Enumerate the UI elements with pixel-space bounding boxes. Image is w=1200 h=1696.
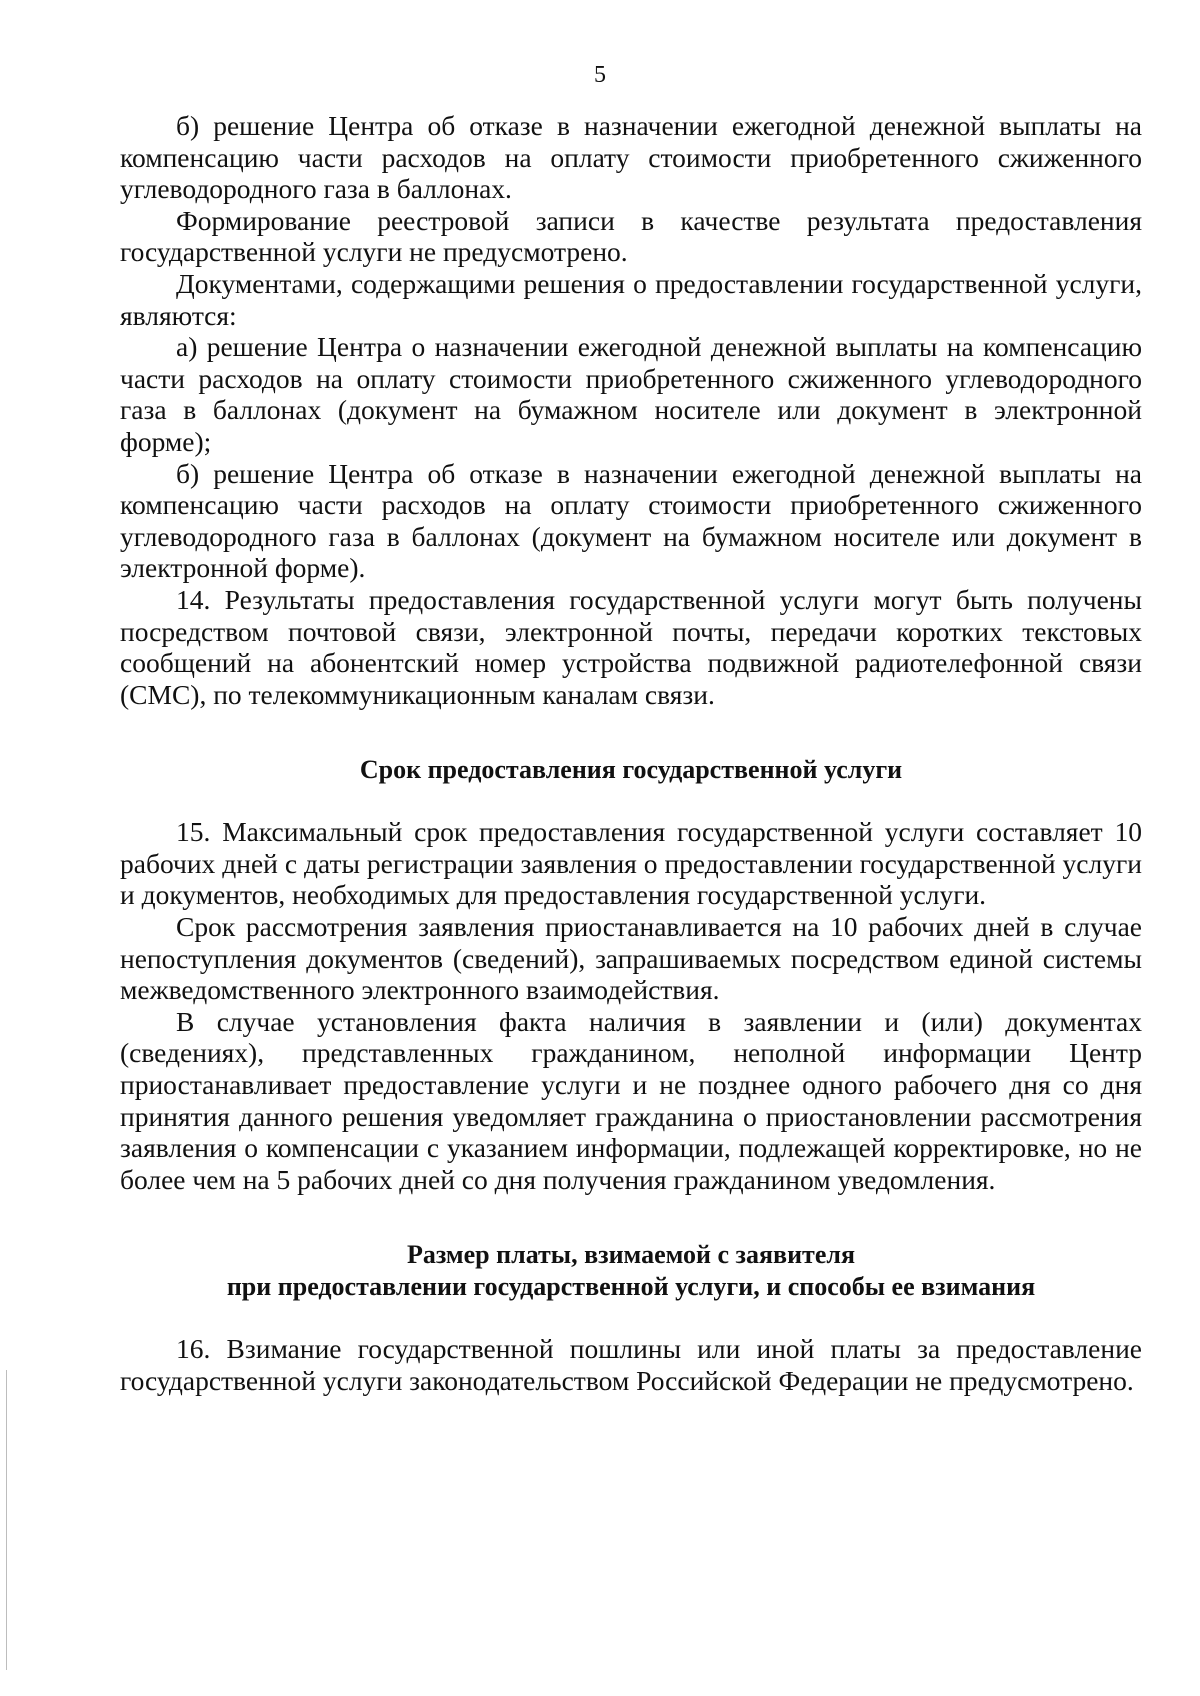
- paragraph-16-fee: 16. Взимание государственной пошлины или иной платы за предоставление государственной услуги законодательством Российской Федерации не предусмотрено.: [120, 1333, 1142, 1396]
- heading-fee-line2: при предоставлении государственной услуги, и способы ее взимания: [226, 1272, 1036, 1302]
- heading-fee: [120, 1239, 1142, 1303]
- paragraph-a-decision: а) решение Центра о назначении ежегодной денежной выплаты на компенсацию части расходов на оплату стоимости приобретенного сжиженного углеводородного газа в баллонах (документ на бумажном носителе или документ в электронной форме);: [120, 331, 1142, 457]
- heading-term: Срок предоставления государственной услуги: [359, 755, 903, 785]
- page-number: 5: [594, 62, 606, 88]
- paragraph-b-refusal: б) решение Центра об отказе в назначении ежегодной денежной выплаты на компенсацию части расходов на оплату стоимости приобретенного сжиженного углеводородного газа в баллонах.: [120, 110, 1142, 205]
- paragraph-registry-record: Формирование реестровой записи в качестве результата предоставления государственной услуги не предусмотрено.: [120, 204, 1142, 268]
- heading-fee-line1: Размер платы, взимаемой с заявителя: [406, 1240, 856, 1270]
- paragraph-b-decision-refusal: б) решение Центра об отказе в назначении ежегодной денежной выплаты на компенсацию части расходов на оплату стоимости приобретенного сжиженного углеводородного газа в баллонах (документ на бумажном носителе или документ в электронной форме).: [120, 457, 1142, 584]
- paragraph-incomplete-info: В случае установления факта наличия в заявлении и (или) документах (сведениях), представленных гражданином, неполной информации Центр приостанавливает предоставление услуги и не позднее одного рабочего дня со дня принятия данного решения уведомляет гражданина о приостановлении рассмотрения заявления о компенсации с указанием информации, подлежащей корректировке, но не более чем на 5 рабочих дней со дня получения гражданином уведомления.: [120, 1005, 1142, 1195]
- scan-edge-line: [6, 1370, 7, 1670]
- paragraph-documents-intro: Документами, содержащими решения о предоставлении государственной услуги, являются:: [120, 267, 1142, 331]
- document-body: [120, 110, 1142, 1397]
- paragraph-15-max-term: 15. Максимальный срок предоставления государственной услуги составляет 10 рабочих дней с даты регистрации заявления о предоставлении государственной услуги и документов, необходимых для предоставления государственной услуги.: [120, 816, 1142, 911]
- paragraph-14-results: 14. Результаты предоставления государственной услуги могут быть получены посредством почтовой связи, электронной почты, передачи коротких текстовых сообщений на абонентский номер устройства подвижной радиотелефонной связи (СМС), по телекоммуникационным каналам связи.: [120, 583, 1142, 710]
- paragraph-suspension-term: Срок рассмотрения заявления приостанавливается на 10 рабочих дней в случае непоступления документов (сведений), запрашиваемых посредством единой системы межведомственного электронного взаимодействия.: [120, 911, 1142, 1006]
